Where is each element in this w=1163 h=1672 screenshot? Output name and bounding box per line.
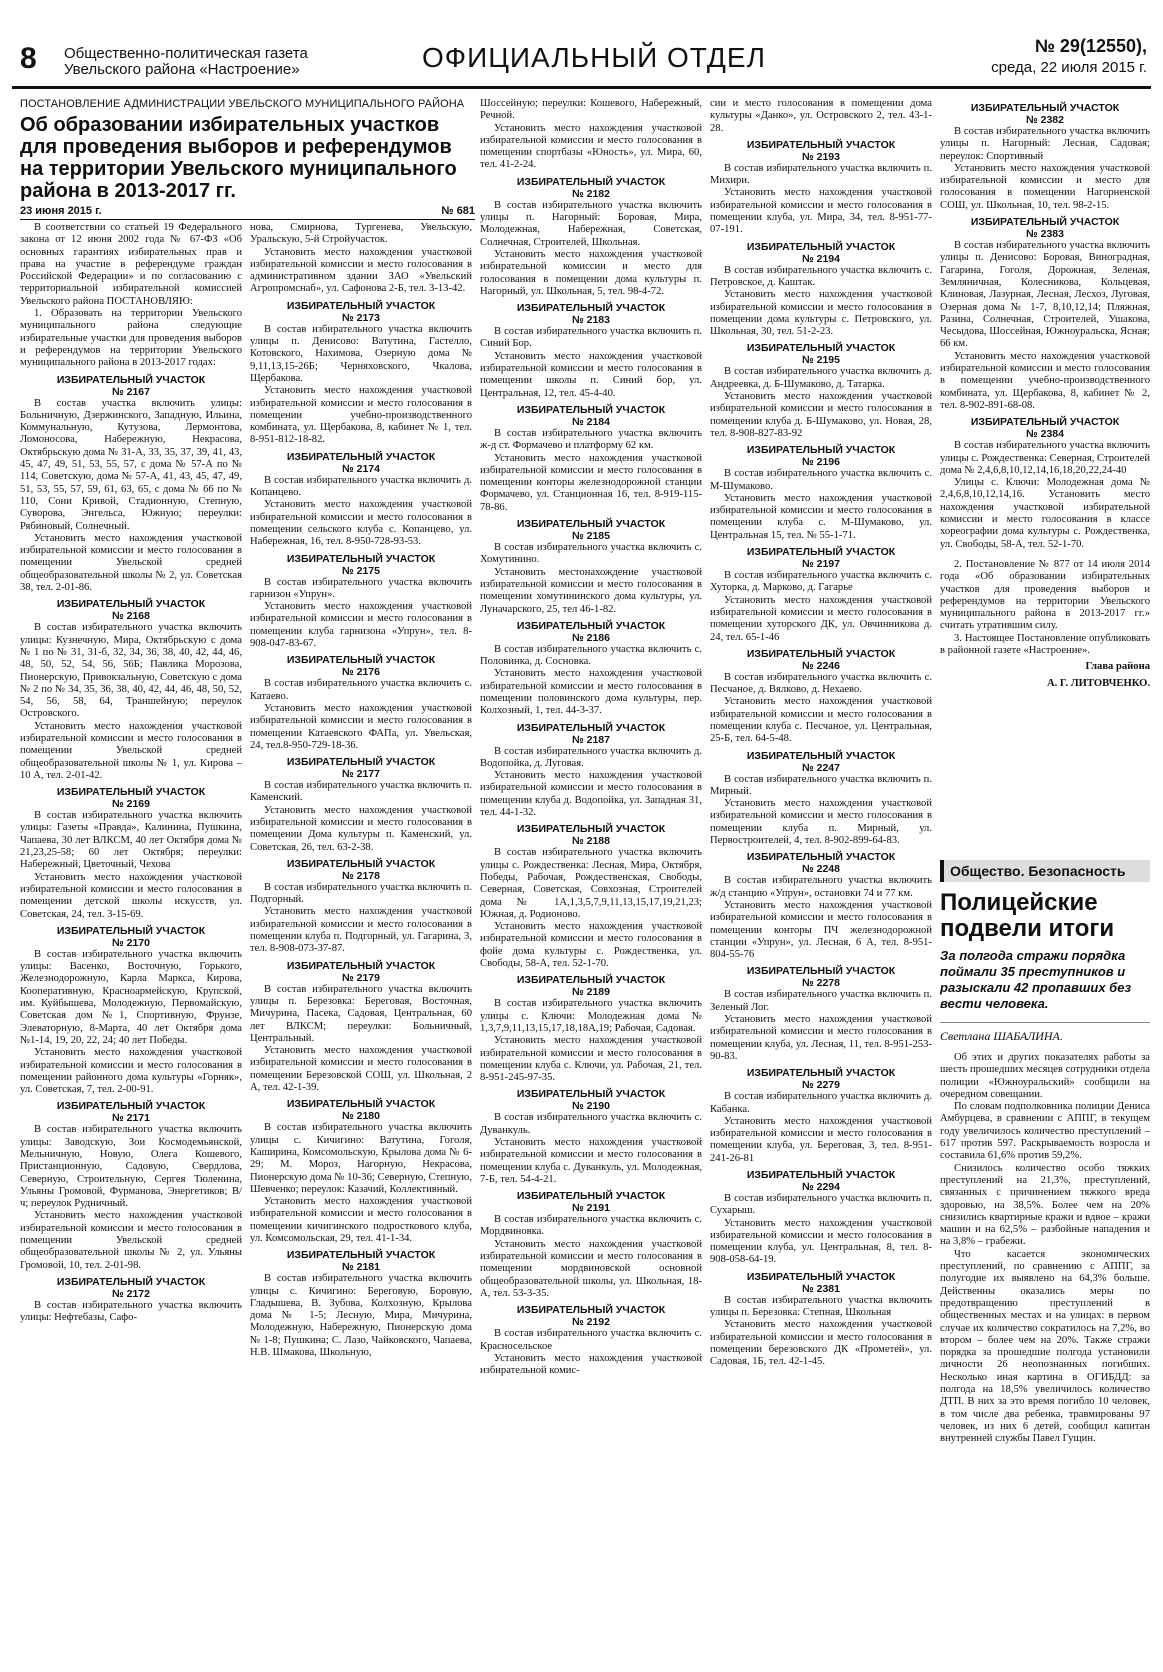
side-lead: За полгода стражи порядка поймали 35 преступников и разыскали 42 пропавших без вести человека. xyxy=(940,948,1132,1011)
article-kicker: ПОСТАНОВЛЕНИЕ АДМИНИСТРАЦИИ УВЕЛЬСКОГО МУНИЦИПАЛЬНОГО РАЙОНА xyxy=(20,98,465,110)
signature-name: А. Г. ЛИТОВЧЕНКО. xyxy=(1046,677,1150,689)
precinct-place: Установить место нахождения участковой избирательной комиссии и место голосования в помещении клуба д. Б-Шумаково, ул. Новая, 28, тел. 8-908-827-83-92 xyxy=(710,391,932,439)
precinct-heading: ИЗБИРАТЕЛЬНЫЙ УЧАСТОК xyxy=(286,1098,436,1111)
issue-number: № 29(12550), xyxy=(1034,36,1147,56)
precinct-number: № 2173 xyxy=(342,311,380,324)
precinct-number: № 2172 xyxy=(112,1287,150,1300)
precinct-number: № 2196 xyxy=(802,456,840,469)
precinct-text: В состав избирательного участка включить с. Мордвиновка. xyxy=(480,1214,702,1238)
precinct-text: В состав избирательного участка включить д. Кабанка. xyxy=(710,1091,932,1115)
precinct-number: № 2176 xyxy=(342,666,380,679)
precinct-text: В состав избирательного участка включить улицы п. Денисово: Ватутина, Гастелло, Котовского, Нахимова, Озерную дома № 9,11,13,15-26Б; Черняховского, Чкалова, Щербакова. xyxy=(250,323,472,384)
precinct-text: В состав избирательного участка включить д. Водопойка, д. Луговая. xyxy=(480,745,702,769)
precinct-heading: ИЗБИРАТЕЛЬНЫЙ УЧАСТОК xyxy=(746,1270,896,1283)
precinct-heading: ИЗБИРАТЕЛЬНЫЙ УЧАСТОК xyxy=(56,1100,206,1113)
precinct-number: № 2381 xyxy=(802,1282,840,1295)
closing-paragraph: 3. Настоящее Постановление опубликовать в районной газете «Настроение». xyxy=(940,632,1150,656)
precinct-number: № 2185 xyxy=(572,530,610,543)
precinct-number: № 2174 xyxy=(342,462,380,475)
precinct-heading: ИЗБИРАТЕЛЬНЫЙ УЧАСТОК xyxy=(516,518,666,531)
side-body xyxy=(940,1052,1150,1446)
precinct-text: В состав избирательного участка включить п. Каменский. xyxy=(250,780,472,804)
precinct-number: № 2169 xyxy=(112,798,150,811)
precinct-text: В состав избирательного участка включить п. Подгорный. xyxy=(250,881,472,906)
precinct-number: № 2168 xyxy=(112,610,150,623)
precinct-place: Установить место нахождения участковой избирательной комиссии и место голосования в помещении конторы ПЧ железнодорожной станции «Упрун», ул. Лесная, 6 А, тел. 8-951-804-55-76 xyxy=(710,899,932,961)
side-paragraph: Снизилось количество особо тяжких преступлений на 21,3%, преступлений, связанных с причинением тяжкого вреда здоровью, на 38,5%. Более чем на 20% снизились квартирные кражи и вдвое – кражи машин и на 62,5% – разбойные нападения и на 3,8% – грабежи. xyxy=(940,1162,1150,1248)
precinct-place: Установить место нахождения участковой избирательной комиссии и место голосования в помещении Березовской СОШ, ул. Школьная, 2 А, тел. 42-1-39. xyxy=(250,1045,472,1094)
precinct-text: В состав избирательного участка включить улицы с. Рождественка: Лесная, Мира, Октября, Победы, Рабочая, Рождественская, Свободы, Северная, Советская, Совхозная, Строителей дома № 1А,1,3,5,7,9,11,13,15,17,19,21,23; Южная, д. Родионово. xyxy=(480,847,702,920)
precinct-text: В состав избирательного участка включить с. Петровское, д. Каштак. xyxy=(710,264,932,288)
precinct-heading: ИЗБИРАТЕЛЬНЫЙ УЧАСТОК xyxy=(970,416,1120,429)
precinct-heading: ИЗБИРАТЕЛЬНЫЙ УЧАСТОК xyxy=(56,373,206,386)
precinct-number: № 2191 xyxy=(572,1202,610,1215)
precinct-place: Установить место нахождения участковой избирательной комиссии и место голосования в помещении клуба с. Ключи, ул. Рабочая, 21, тел. 8-951-245-97-35. xyxy=(480,1035,702,1084)
precinct-heading: ИЗБИРАТЕЛЬНЫЙ УЧАСТОК xyxy=(286,552,436,565)
page-number: 8 xyxy=(20,42,37,75)
precinct-place: Установить место нахождения участковой избирательной комиссии и место голосования в помещении клуба гарнизона «Упрун», тел. 8-908-047-83-67. xyxy=(250,601,472,650)
precinct-text: сии и место голосования в помещении дома культуры «Данко», ул. Островского 2, тел. 43-1-28. xyxy=(710,98,932,134)
article-title: Об образовании избирательных участков для проведения выборов и референдумов на территории Увельского муниципального района в 2013-2017 гг. xyxy=(20,114,457,202)
precinct-number: № 2197 xyxy=(802,558,840,571)
precinct-heading: ИЗБИРАТЕЛЬНЫЙ УЧАСТОК xyxy=(286,450,436,463)
precinct-number: № 2384 xyxy=(1026,428,1064,441)
precinct-text: В состав избирательного участка включить п. Синий Бор. xyxy=(480,326,702,350)
side-author: Светлана ШАБАЛИНА. xyxy=(940,1022,1150,1044)
precinct-heading: ИЗБИРАТЕЛЬНЫЙ УЧАСТОК xyxy=(516,1190,666,1203)
precinct-number: № 2184 xyxy=(572,415,610,428)
precinct-number: № 2294 xyxy=(802,1181,840,1193)
precinct-place: Установить место нахождения участковой избирательной комиссии и место голосования в помещении Увельской средней общеобразовательной школы № 1, ул. Кирова – 10 А, тел. 2-01-42. xyxy=(20,720,242,781)
precinct-place: Установить место нахождения участковой избирательной комиссии и место голосования в помещении сельского клуба с. Копанцево, ул. Набережная, 16, тел. 8-950-728-93-53. xyxy=(250,499,472,548)
closing-paragraph: 2. Постановление № 877 от 14 июля 2014 года «Об образовании избирательных участков для проведения выборов и референдумов на территории Увельского муниципального района в 2013-2017 гг.» считать утратившим силу. xyxy=(940,558,1150,632)
precinct-heading: ИЗБИРАТЕЛЬНЫЙ УЧАСТОК xyxy=(746,749,896,762)
precinct-text: В состав участка включить улицы: Больничную, Дзержинского, Западную, Ильина, Коммунальную, Кутузова, Лермонтова, Ломоносова, Набережную, Некрасова, Октябрьскую дома № 31-А, 33, 35, 37, 39, 41, 43, 45, 47, 49, 51, 53, 55, 57, с дома № 57-А по № 114, Советскую, дома № 57-А, 41, 43, 45, 47, 49, 51, 53, 55, 57, 59, 61, 63, 65, с дома № 66 по № 110, Сони Кривой, Стадионную, Степную, Суворова, Энгельса, Южную; переулки: Рябиновый, Солнечный. xyxy=(20,397,242,532)
precinct-place: Установить место нахождения участковой избирательной комиссии и место голосования в помещении половинского дома культуры, пер. Колхозный, 1, тел. 44-3-37. xyxy=(480,668,702,717)
precinct-number: № 2170 xyxy=(112,936,150,949)
precinct-text: В состав избирательного участка включить улицы п. Березовка: Береговая, Восточная, Мичурина, Пасека, Садовая, Центральная, 60 лет ВЛКСМ; переулки: Больничный, Центральный. xyxy=(250,983,472,1044)
precinct-text: В состав избирательного участка включить улицы с. Ключи: Молодежная дома № 1,3,7,9,11,13,15,17,18,18А,19; Рабочая, Садовая. xyxy=(480,998,702,1034)
column-5 xyxy=(940,98,1150,818)
side-rubric: Общество. Безопасность xyxy=(940,860,1150,882)
precinct-text: В состав избирательного участка включить с. М-Шумаково. xyxy=(710,468,932,492)
precinct-number: № 2183 xyxy=(572,314,610,327)
newspaper-name xyxy=(64,46,308,78)
precinct-place: Установить место нахождения участковой избирательной комиссии и место голосования в административном здании ЗАО «Увельский Агропромснаб», ул. Сафонова 2-Б, тел. 3-13-42. xyxy=(250,246,472,295)
intro-paragraph: 1. Образовать на территории Увельского муниципального района следующие избирательные участки для проведения выборов и референдумов на территории Увельского муниципального района в 2013-2017 годах: xyxy=(20,308,242,369)
column-3 xyxy=(480,98,702,1662)
precinct-place: Установить место нахождения участковой избирательной комиссии и место голосования в помещении клуба п. Подгорный, ул. Гагарина, 3, тел. 8-908-073-37-87. xyxy=(250,906,472,955)
precinct-number: № 2278 xyxy=(802,977,840,990)
precinct-text: В состав избирательного участка включить улицы с. Кичигино: Береговую, Боровую, Гладышева, В. Зубова, Колхозную, Крылова дома № 1-5; Лесную, Мира, Мичурина, Молодежную, Набережную, Пионерскую дома № 1-8; Пушкина; С. Лазо, Чайковского, Чапаева, Н.В. Шмакова, Школьную, xyxy=(250,1273,472,1359)
section-title: ОФИЦИАЛЬНЫЙ ОТДЕЛ xyxy=(422,42,766,73)
precinct-number: № 2246 xyxy=(802,659,840,672)
precinct-place: Установить место нахождения участковой избирательной комиссии и место голосования в помещении конторы железнодорожной станции Формачево, ул. Станционная 16, тел. 8-919-115-78-86. xyxy=(480,452,702,513)
precinct-heading: ИЗБИРАТЕЛЬНЫЙ УЧАСТОК xyxy=(56,786,206,799)
precinct-place: Установить местонахождение участковой избирательной комиссии и место голосования в помещении хомутининского дома культуры, ул. Луначарского, 25, тел 46-1-82. xyxy=(480,566,702,615)
precinct-place: Установить место нахождения участковой избирательной комис- xyxy=(480,1352,702,1377)
precinct-place: Установить место нахождения участковой избирательной комиссии и место голосования в помещении дома культуры с. Петровского, ул. Школьная, 30, тел. 51-2-23. xyxy=(710,289,932,338)
precinct-heading: ИЗБИРАТЕЛЬНЫЙ УЧАСТОК xyxy=(516,974,666,987)
precinct-place: Установить место нахождения участковой избирательной комиссии и место голосования в помещении мордвиновской основной общеобразовательной школы, ул. Школьная, 18-А, тел. 53-3-35. xyxy=(480,1238,702,1299)
precinct-heading: ИЗБИРАТЕЛЬНЫЙ УЧАСТОК xyxy=(746,546,896,559)
precinct-number: № 2180 xyxy=(342,1110,380,1123)
precinct-heading: ИЗБИРАТЕЛЬНЫЙ УЧАСТОК xyxy=(56,1275,206,1288)
precinct-text: В состав избирательного участка включить улицы: Нефтебазы, Сафо- xyxy=(20,1299,242,1324)
precinct-text: В состав избирательного участка включить ж/д станцию «Упрун», остановки 74 и 77 км. xyxy=(710,875,932,899)
precinct-place: Установить место нахождения участковой избирательной комиссии и место голосования в помещении клуба, ул. Береговая, 3, тел. 8-951-241-26-81 xyxy=(710,1115,932,1164)
precinct-heading: ИЗБИРАТЕЛЬНЫЙ УЧАСТОК xyxy=(516,1088,666,1101)
signature-role: Глава района xyxy=(1085,661,1150,673)
precinct-text: В состав избирательного участка включить улицы п. Денисово: Боровая, Виноградная, Гагарина, Гоголя, Дорожная, Зеленая, Земляничная, Колесникова, Кольцевая, Клиновая, Лазурная, Лесная, Лесхоз, Луговая, Озерная дома № 1-7, 8,10,12,14; Пляжная, Разина, Солнечная, Строителей, Ушакова, Чесыдова, Шоссейная, Южноуральска, Ясная; 66 км. xyxy=(940,240,1150,350)
precinct-text: В состав избирательного участка включить ж-д ст. Формачево и платформу 62 км. xyxy=(480,427,702,452)
precinct-place: Установить место нахождения участковой избирательной комиссии и место голосования в помещении клуба п. Мирный, ул. Первостроителей, 4, тел. 8-902-899-64-83. xyxy=(710,798,932,847)
precinct-heading: ИЗБИРАТЕЛЬНЫЙ УЧАСТОК xyxy=(56,598,206,611)
precinct-place: Установить место нахождения участковой избирательной комиссии и место голосования в помещении клуба с. Дуванкуль, ул. Молодежная, 7-Б, тел. 54-4-21. xyxy=(480,1137,702,1185)
precinct-text: В состав избирательного участка включить улицы п. Березовка: Степная, Школьная xyxy=(710,1294,932,1319)
precinct-place: Установить место нахождения участковой избирательной комиссии и место голосования в помещении районного дома культуры «Горняк», ул. Советская, 7, тел. 2-00-91. xyxy=(20,1047,242,1096)
precinct-place: Установить место нахождения участковой избирательной комиссии и место для голосования в помещении дома культуры п. Нагорный, ул. Школьная, 5, тел. 98-4-72. xyxy=(480,248,702,297)
precinct-place: Установить место нахождения участковой избирательной комиссии и место голосования в помещении школы п. Синий бор, ул. Центральная, 12, тел. 45-4-40. xyxy=(480,350,702,399)
precinct-text: В состав избирательного участка включить улицы: Кузнечную, Мира, Октябрьскую с дома № 1 по № 31, 31-б, 32, 34, 36, 38, 40, 42, 44, 46, 48, 50, 52, 54, 56, 56Б; Павлика Морозова, Пионерскую, Привокзальную, Советскую с дома № 2 по № 34, 35, 36, 38, 40, 42, 44, 46, 48, 50, 52, 54, 56, 58, 64, Траншейную; переулок Островского. xyxy=(20,622,242,720)
precinct-text: В состав избирательного участка включить гарнизон «Упрун». xyxy=(250,576,472,600)
precinct-heading: ИЗБИРАТЕЛЬНЫЙ УЧАСТОК xyxy=(286,1249,436,1262)
precinct-text: В состав избирательного участка включить улицы п. Нагорный: Лесная, Садовая; переулок: Спортивный xyxy=(940,126,1150,162)
article-date: 23 июня 2015 г. xyxy=(20,205,102,217)
precinct-number: № 2193 xyxy=(802,150,840,163)
precinct-number: № 2188 xyxy=(572,835,610,848)
precinct-text: В состав избирательного участка включить п. Зеленый Лог. xyxy=(710,989,932,1013)
precinct-text: В состав избирательного участка включить с. Красносельское xyxy=(480,1328,702,1352)
precinct-text: В состав избирательного участка включить улицы: Газеты «Правда», Калинина, Пушкина, Чапаева, 30 лет ВЛКСМ, 40 лет Октября дома № 21,23,25-58; 60 лет Октября; переулки: Набережный, Цветочный, Чехова xyxy=(20,810,242,871)
issue-info xyxy=(991,36,1147,76)
side-paragraph: Об этих и других показателях работы за шесть прошедших месяцев сотрудники отдела полиции «Южноуральский» сообщили на очередном совещании. xyxy=(940,1052,1150,1100)
article-meta xyxy=(20,205,475,220)
precinct-place: Установить место нахождения участковой избирательной комиссии и место голосования в помещении клуба с. Песчаное, ул. Центральная, 25-Б, тел. 64-5-48. xyxy=(710,696,932,745)
precinct-text: В состав избирательного участка включить улицы с. Рождественка: Северная, Строителей дома № 2,4,6,8,10,12,14,16,18,20,22,24-40 xyxy=(940,440,1150,476)
precinct-heading: ИЗБИРАТЕЛЬНЫЙ УЧАСТОК xyxy=(286,654,436,667)
precinct-text: В состав избирательного участка включить с. Хуторка, д. Марково, д. Гагарье xyxy=(710,570,932,594)
precinct-place: Установить место нахождения участковой избирательной комиссии и место голосования в помещении детской школы искусств, ул. Советская, 24, тел. 3-15-69. xyxy=(20,871,242,920)
precinct-number: № 2190 xyxy=(572,1100,610,1113)
precinct-place: Установить место нахождения участковой избирательной комиссии и место голосования в помещении кичигинского подросткового клуба, ул. Комсомольская, 29, тел. 41-1-34. xyxy=(250,1196,472,1244)
article-head xyxy=(20,98,475,220)
precinct-number: № 2175 xyxy=(342,564,380,577)
precinct-place: Установить место нахождения участковой избирательной комиссии и место голосования в помещении спортбазы «Юность», ул. Мира, 60, тел. 41-2-24. xyxy=(480,122,702,171)
side-article xyxy=(940,860,1150,1660)
issue-date: среда, 22 июля 2015 г. xyxy=(991,59,1147,76)
precinct-text: нова, Смирнова, Тургенева, Увельскую, Уральскую, 5-й Стройучасток. xyxy=(250,222,472,246)
precinct-heading: ИЗБИРАТЕЛЬНЫЙ УЧАСТОК xyxy=(286,959,436,972)
precinct-text: В состав избирательного участка включить с. Дуванкуль. xyxy=(480,1112,702,1136)
precinct-text: В состав избирательного участка включить с. Половинка, д. Сосновка. xyxy=(480,643,702,668)
precinct-place: Установить место нахождения участковой избирательной комиссии и место голосования в помещении клуба с. М-Шумаково, ул. Центральная 15, тел. № 55-1-71. xyxy=(710,492,932,541)
precinct-text: В состав избирательного участка включить улицы: Васенко, Восточную, Горького, Железнодорожную, Карла Маркса, Кирова, Кооперативную, Красноармейскую, Крупской, им. Куйбышева, Молодежную, Первомайскую, Советская дом №1, Спортивную, Фрунзе, Элеваторную, 8-Марта, 40 лет Октября дома №1-14, 19, 20, 22, 24; 40 лет Победы. xyxy=(20,948,242,1046)
precinct-heading: ИЗБИРАТЕЛЬНЫЙ УЧАСТОК xyxy=(746,1067,896,1080)
column-1 xyxy=(20,222,242,1662)
precinct-number: № 2187 xyxy=(572,733,610,746)
header-rule xyxy=(12,86,1151,89)
precinct-place: Установить место нахождения участковой избирательной комиссии и место голосования в помещении клуба, ул. Лесная, 11, тел. 8-951-253-90-83. xyxy=(710,1014,932,1062)
precinct-place: Установить место нахождения участковой избирательной комиссии и место голосования в помещении клуба, ул. Центральная, 8, тел. 8-908-058-64-19. xyxy=(710,1217,932,1266)
precinct-place: Установить место нахождения участковой избирательной комиссии и место голосования в помещении учебно-производственного комбината, ул. Щербакова, 8, кабинет № 1, тел. 8-951-812-18-82. xyxy=(250,385,472,446)
precinct-number: № 2182 xyxy=(572,187,610,200)
precinct-heading: ИЗБИРАТЕЛЬНЫЙ УЧАСТОК xyxy=(516,175,666,188)
precinct-text: В состав избирательного участка включить п. Михири. xyxy=(710,162,932,187)
precinct-place: Улицы с. Ключи: Молодежная дома № 2,4,6,8,10,12,14,16. Установить место нахождения участковой избирательной комиссии и место голосования в классе хореографии дома культуры с. Рождественка, ул. Свободы, 58-А, тел. 52-1-70. xyxy=(940,477,1150,550)
precinct-place: Установить место нахождения участковой избирательной комиссии и место для голосования в помещении Нагорненской СОШ, ул. Школьная, 10, тел. 98-2-15. xyxy=(940,162,1150,211)
column-4 xyxy=(710,98,932,1662)
precinct-heading: ИЗБИРАТЕЛЬНЫЙ УЧАСТОК xyxy=(970,216,1120,229)
precinct-heading: ИЗБИРАТЕЛЬНЫЙ УЧАСТОК xyxy=(286,857,436,870)
precinct-number: № 2247 xyxy=(802,761,840,774)
precinct-place: Установить место нахождения участковой избирательной комиссии и место голосования в помещении хуторского ДК, ул. Овчинникова д. 24, тел. 65-1-46 xyxy=(710,594,932,643)
precinct-number: № 2179 xyxy=(342,971,380,984)
precinct-place: Установить место нахождения участковой избирательной комиссии и место голосования в помещении Дома культуры п. Каменский, ул. Советская, 26, тел. 63-2-38. xyxy=(250,804,472,853)
newspaper-name-line2: Увельского района «Настроение» xyxy=(64,61,300,78)
side-paragraph: По словам подполковника полиции Дениса Амбурцева, в сравнении с АППГ, в текущем году увеличилось количество преступлений – 617 против 597. Раскрываемость возросла и составила 61,6% против 59,2%. xyxy=(940,1101,1150,1162)
precinct-text: В состав избирательного участка включить п. Мирный. xyxy=(710,773,932,797)
precinct-text: В состав избирательного участка включить улицы п. Нагорный: Боровая, Мира, Молодежная, Набережная, Советская, Солнечная, Строителей, Школьная. xyxy=(480,199,702,248)
precinct-number: № 2382 xyxy=(1026,114,1064,126)
intro-paragraph: В соответствии со статьей 19 Федерального закона от 12 июня 2002 года № 67-ФЗ «Об основных гарантиях избирательных прав и права на участие в референдуме граждан Российской Федерации» и по согласованию с территориальной избирательной комиссией Увельского района ПОСТАНОВЛЯЮ: xyxy=(20,222,242,307)
precinct-heading: ИЗБИРАТЕЛЬНЫЙ УЧАСТОК xyxy=(516,403,666,416)
precinct-number: № 2192 xyxy=(572,1316,610,1329)
precinct-text: В состав избирательного участка включить улицы: Заводскую, Зои Космодемьянской, Мельничную, Новую, Олега Кошевого, Пристанционную, Садовую, Свердлова, Северную, Строительную, Сергея Тюленина, Ульяны Громовой, Фурманова, Энергетиков; В/ч; переулок Рудничный. xyxy=(20,1124,242,1210)
precinct-place: Установить место нахождения участковой избирательной комиссии и место голосования в помещении учебно-производственного комбината, ул. Щербакова, 8, кабинет № 2, тел. 8-902-891-68-08. xyxy=(940,350,1150,411)
precinct-text: В состав избирательного участка включить п. Сухарыш. xyxy=(710,1193,932,1217)
precinct-text: В состав избирательного участка включить с. Хомутинино. xyxy=(480,542,702,566)
precinct-heading: ИЗБИРАТЕЛЬНЫЙ УЧАСТОК xyxy=(970,102,1120,114)
page-header xyxy=(12,22,1151,94)
precinct-heading: ИЗБИРАТЕЛЬНЫЙ УЧАСТОК xyxy=(516,302,666,315)
precinct-number: № 2178 xyxy=(342,869,380,882)
precinct-heading: ИЗБИРАТЕЛЬНЫЙ УЧАСТОК xyxy=(286,299,436,312)
precinct-text: В состав избирательного участка включить с. Катаево. xyxy=(250,678,472,702)
precinct-heading: ИЗБИРАТЕЛЬНЫЙ УЧАСТОК xyxy=(746,342,896,355)
precinct-heading: ИЗБИРАТЕЛЬНЫЙ УЧАСТОК xyxy=(746,647,896,660)
precinct-heading: ИЗБИРАТЕЛЬНЫЙ УЧАСТОК xyxy=(746,240,896,253)
precinct-heading: ИЗБИРАТЕЛЬНЫЙ УЧАСТОК xyxy=(746,138,896,151)
precinct-number: № 2181 xyxy=(342,1261,380,1274)
side-title: Полицейские подвели итоги xyxy=(940,889,1115,942)
precinct-text: Шоссейную; переулки: Кошевого, Набережный, Речной. xyxy=(480,98,702,122)
precinct-heading: ИЗБИРАТЕЛЬНЫЙ УЧАСТОК xyxy=(746,851,896,864)
precinct-heading: ИЗБИРАТЕЛЬНЫЙ УЧАСТОК xyxy=(516,1304,666,1317)
side-paragraph: Что касается экономических преступлений, по сравнению с АППГ, за полугодие их выявлено на 64,3% больше. Действенны оказались меры по предотвращению преступлений в общественных местах и на улицах: в первом случае их количество сократилось на 7,2%, во втором – более чем на 20%. Также стражи порядка за прошедшие полгода установили личности 26 неопознанных погибших. Несколько иная картина в ОГИБДД: за полгода на 18,5% увеличилось количество ДТП. В них за это время погибло 10 человек, в том числе два ребенка, травмированы 97 человек, из них 6 детей, сообщил капитан внутренней службы Павел Гущин. xyxy=(940,1248,1150,1445)
precinct-number: № 2177 xyxy=(342,768,380,781)
precinct-text: В состав избирательного участка включить с. Песчаное, д. Вялково, д. Нехаево. xyxy=(710,671,932,696)
article-number: № 681 xyxy=(441,205,475,217)
precinct-number: № 2248 xyxy=(802,863,840,876)
precinct-place: Установить место нахождения участковой избирательной комиссии и место голосования в помещении Катаевского ФАПа, ул. Увельская, 24, тел.8-950-729-18-36. xyxy=(250,702,472,751)
precinct-number: № 2195 xyxy=(802,354,840,367)
column-2 xyxy=(250,222,472,1662)
precinct-number: № 2383 xyxy=(1026,228,1064,241)
precinct-heading: ИЗБИРАТЕЛЬНЫЙ УЧАСТОК xyxy=(56,924,206,937)
precinct-number: № 2167 xyxy=(112,385,150,398)
precinct-place: Установить место нахождения участковой избирательной комиссии и место голосования в помещении березовского ДК «Прометей», ул. Садовая, 1Б, тел. 42-1-45. xyxy=(710,1319,932,1368)
precinct-heading: ИЗБИРАТЕЛЬНЫЙ УЧАСТОК xyxy=(746,1169,896,1181)
precinct-heading: ИЗБИРАТЕЛЬНЫЙ УЧАСТОК xyxy=(746,444,896,457)
newspaper-name-line1: Общественно-политическая газета xyxy=(64,45,308,62)
precinct-number: № 2186 xyxy=(572,631,610,644)
precinct-number: № 2189 xyxy=(572,986,610,999)
precinct-number: № 2171 xyxy=(112,1112,150,1125)
precinct-place: Установить место нахождения участковой избирательной комиссии и место голосования в помещении Увельской средней общеобразовательной школы № 2, ул. Советская 38, тел. 2-01-86. xyxy=(20,532,242,594)
precinct-number: № 2194 xyxy=(802,252,840,265)
precinct-place: Установить место нахождения участковой избирательной комиссии и место голосования в помещении клуба, ул. Мира, 34, тел. 8-951-77-07-191. xyxy=(710,187,932,236)
precinct-heading: ИЗБИРАТЕЛЬНЫЙ УЧАСТОК xyxy=(516,823,666,836)
precinct-place: Установить место нахождения участковой избирательной комиссии и место голосования в помещении клуба д. Водопойка, ул. Западная 31, тел. 44-1-32. xyxy=(480,770,702,819)
precinct-heading: ИЗБИРАТЕЛЬНЫЙ УЧАСТОК xyxy=(746,965,896,978)
precinct-text: В состав избирательного участка включить д. Копанцево. xyxy=(250,474,472,499)
precinct-place: Установить место нахождения участковой избирательной комиссии и место голосования в фойе дома культуры с. Рождественка, ул. Свободы, 58-А, тел. 52-1-70. xyxy=(480,921,702,970)
precinct-number: № 2279 xyxy=(802,1079,840,1092)
precinct-heading: ИЗБИРАТЕЛЬНЫЙ УЧАСТОК xyxy=(286,756,436,769)
precinct-text: В состав избирательного участка включить улицы с. Кичигино: Ватутина, Гоголя, Каширина, Комсомольскую, Крылова дома № 6-29; М. Мороз, Нагорную, Некрасова, Пионерскую дома № 10-36; Северную, Степную, Шевченко; переулок: Казачий, Коллективный. xyxy=(250,1122,472,1195)
precinct-heading: ИЗБИРАТЕЛЬНЫЙ УЧАСТОК xyxy=(516,721,666,734)
precinct-text: В состав избирательного участка включить д. Андреевка, д. Б-Шумаково, д. Татарка. xyxy=(710,366,932,390)
precinct-heading: ИЗБИРАТЕЛЬНЫЙ УЧАСТОК xyxy=(516,619,666,632)
precinct-place: Установить место нахождения участковой избирательной комиссии и место голосования в помещении Увельской средней общеобразовательной школы № 2, ул. Ульяны Громовой, 10, тел. 2-01-98. xyxy=(20,1210,242,1271)
